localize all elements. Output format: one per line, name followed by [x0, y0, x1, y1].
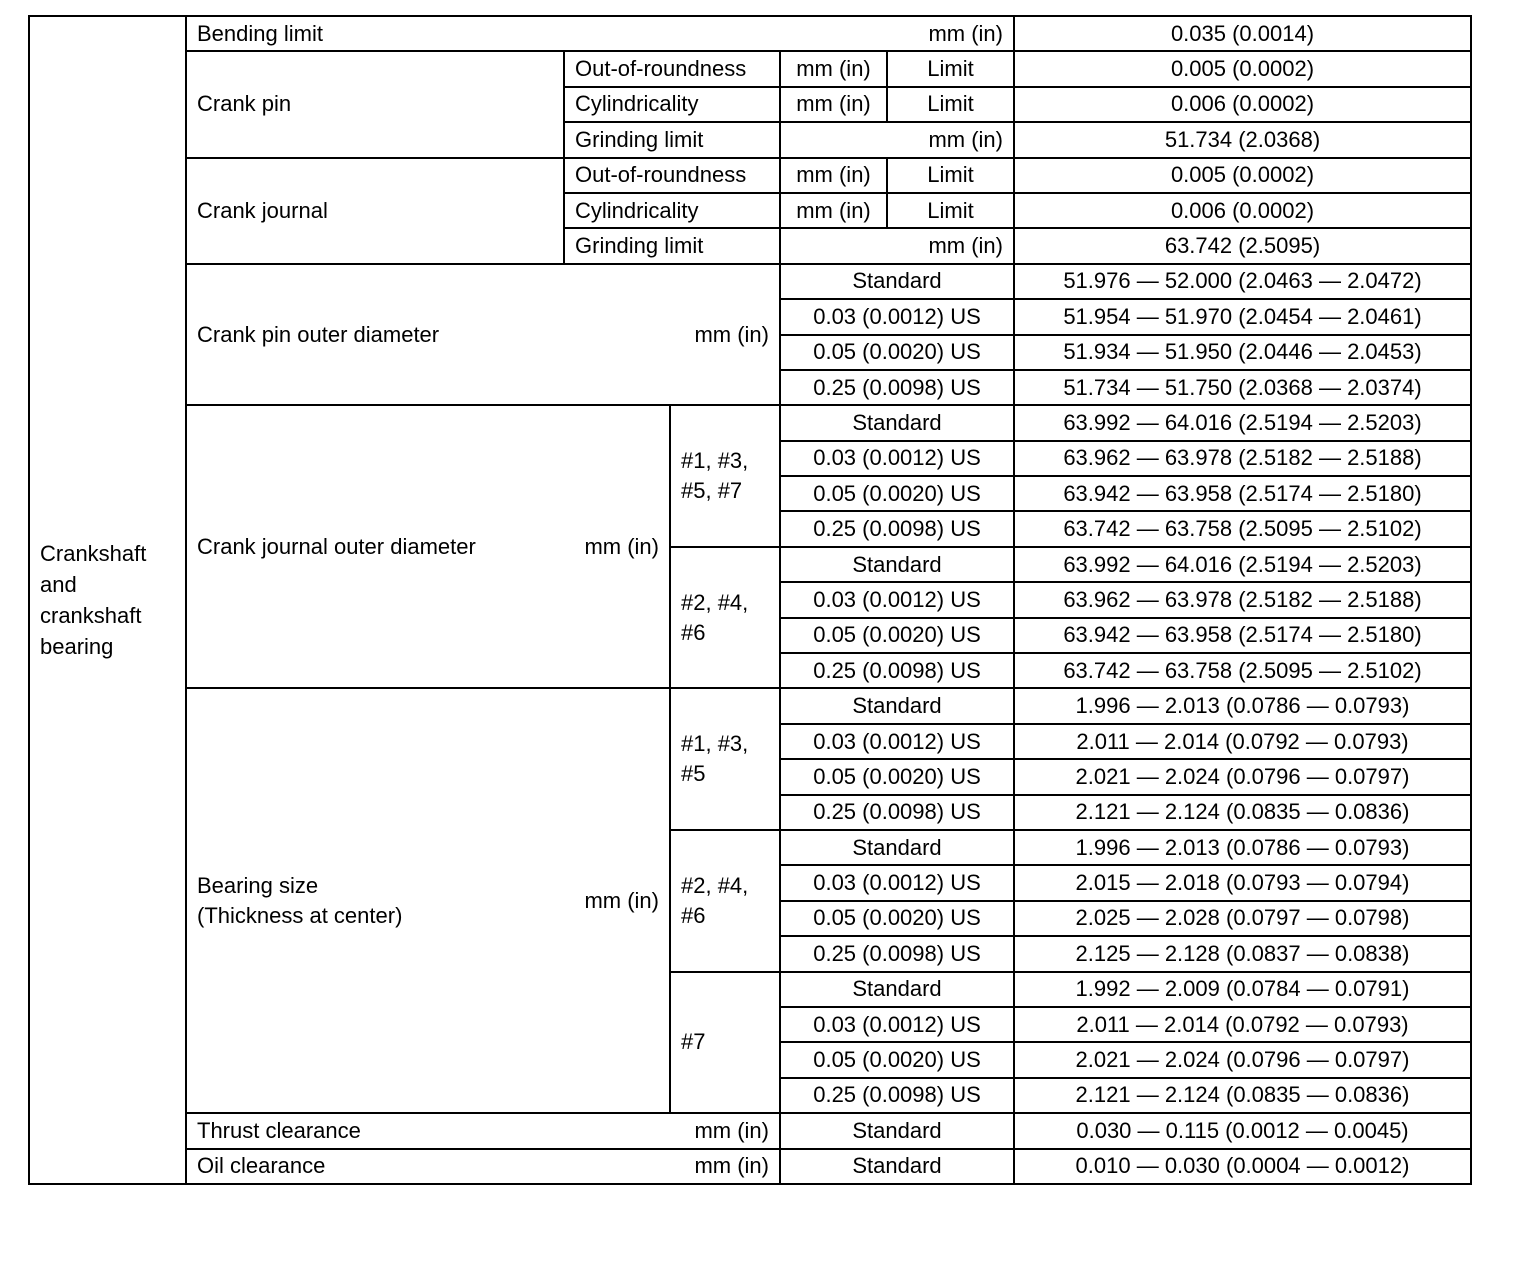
unit-label: mm (in) [780, 158, 887, 193]
size-label: 0.05 (0.0020) US [780, 759, 1014, 794]
spec-value: 0.005 (0.0002) [1014, 158, 1471, 193]
spec-value: 2.025 — 2.028 (0.0797 — 0.0798) [1014, 901, 1471, 936]
unit-label: mm (in) [584, 887, 659, 913]
table-row [29, 1149, 1471, 1184]
thrust-clearance-label: Thrust clearance [197, 1117, 361, 1143]
unit-label: mm (in) [584, 533, 659, 559]
table-row [29, 158, 1471, 193]
spec-value: 2.125 — 2.128 (0.0837 — 0.0838) [1014, 936, 1471, 971]
spec-value: 1.996 — 2.013 (0.0786 — 0.0793) [1014, 830, 1471, 865]
size-label: 0.03 (0.0012) US [780, 582, 1014, 617]
check-item: Out-of-roundness [564, 51, 780, 86]
size-label: Standard [780, 1113, 1014, 1148]
spec-value: 2.011 — 2.014 (0.0792 — 0.0793) [1014, 724, 1471, 759]
size-label: Standard [780, 972, 1014, 1007]
unit-label: mm (in) [694, 1117, 769, 1143]
spec-value: 63.962 — 63.978 (2.5182 — 2.5188) [1014, 441, 1471, 476]
unit-label: mm (in) [694, 1153, 769, 1179]
spec-value: 63.992 — 64.016 (2.5194 — 2.5203) [1014, 547, 1471, 582]
size-label: 0.03 (0.0012) US [780, 865, 1014, 900]
spec-value: 2.021 — 2.024 (0.0796 — 0.0797) [1014, 759, 1471, 794]
check-item: Cylindricality [564, 87, 780, 122]
size-label: 0.25 (0.0098) US [780, 653, 1014, 688]
crank-journal-outer-diameter [186, 405, 670, 688]
spec-value: 51.734 — 51.750 (2.0368 — 2.0374) [1014, 370, 1471, 405]
oil-clearance [186, 1149, 780, 1184]
table-row [29, 16, 1471, 51]
unit-label: mm (in) [694, 321, 769, 347]
bearing-size-label: Bearing size (Thickness at center) [197, 872, 403, 928]
spec-value: 0.005 (0.0002) [1014, 51, 1471, 86]
check-item: Cylindricality [564, 193, 780, 228]
crank-journal-outer-diameter-label: Crank journal outer diameter [197, 533, 476, 559]
check-item: Grinding limit [564, 122, 780, 157]
crankshaft-spec-table [28, 15, 1472, 1185]
spec-value: 51.934 — 51.950 (2.0446 — 2.0453) [1014, 335, 1471, 370]
size-label: 0.05 (0.0020) US [780, 335, 1014, 370]
journal-group-label: #2, #4, #6 [670, 830, 780, 972]
unit-label: mm (in) [780, 87, 887, 122]
size-label: 0.03 (0.0012) US [780, 1007, 1014, 1042]
spec-value: 51.734 (2.0368) [1014, 122, 1471, 157]
journal-group-label: #2, #4, #6 [670, 547, 780, 689]
crank-pin-outer-diameter [186, 264, 780, 406]
spec-value: 0.006 (0.0002) [1014, 87, 1471, 122]
spec-value: 63.742 — 63.758 (2.5095 — 2.5102) [1014, 511, 1471, 546]
spec-value: 0.030 — 0.115 (0.0012 — 0.0045) [1014, 1113, 1471, 1148]
bearing-size [186, 688, 670, 1113]
size-label: 0.05 (0.0020) US [780, 618, 1014, 653]
thrust-clearance [186, 1113, 780, 1148]
size-label: Standard [780, 1149, 1014, 1184]
check-item: Grinding limit [564, 228, 780, 263]
spec-value: 51.954 — 51.970 (2.0454 — 2.0461) [1014, 299, 1471, 334]
spec-value: 1.992 — 2.009 (0.0784 — 0.0791) [1014, 972, 1471, 1007]
spec-value: 63.942 — 63.958 (2.5174 — 2.5180) [1014, 618, 1471, 653]
spec-value: 63.742 (2.5095) [1014, 228, 1471, 263]
table-row [29, 405, 1471, 440]
oil-clearance-label: Oil clearance [197, 1153, 326, 1179]
spec-value: 2.121 — 2.124 (0.0835 — 0.0836) [1014, 795, 1471, 830]
size-label: 0.25 (0.0098) US [780, 936, 1014, 971]
bending-limit-label: Bending limit [197, 20, 323, 46]
spec-value: 63.742 — 63.758 (2.5095 — 2.5102) [1014, 653, 1471, 688]
limit-label: Limit [887, 87, 1014, 122]
spec-value: 0.006 (0.0002) [1014, 193, 1471, 228]
size-label: 0.05 (0.0020) US [780, 1042, 1014, 1077]
spec-value: 51.976 — 52.000 (2.0463 — 2.0472) [1014, 264, 1471, 299]
size-label: 0.03 (0.0012) US [780, 724, 1014, 759]
section-label: Crankshaft and crankshaft bearing [29, 16, 186, 1184]
limit-label: Limit [887, 158, 1014, 193]
size-label: 0.25 (0.0098) US [780, 795, 1014, 830]
spec-value: 0.035 (0.0014) [1014, 16, 1471, 51]
table-row [29, 688, 1471, 723]
table-row [29, 264, 1471, 299]
table-row [29, 1113, 1471, 1148]
unit-label: mm (in) [928, 20, 1003, 46]
spec-value: 2.021 — 2.024 (0.0796 — 0.0797) [1014, 1042, 1471, 1077]
unit-label: mm (in) [780, 122, 1014, 157]
check-item: Out-of-roundness [564, 158, 780, 193]
size-label: Standard [780, 688, 1014, 723]
crank-journal-label: Crank journal [186, 158, 564, 264]
unit-label: mm (in) [780, 228, 1014, 263]
spec-value: 2.121 — 2.124 (0.0835 — 0.0836) [1014, 1078, 1471, 1113]
spec-value: 0.010 — 0.030 (0.0004 — 0.0012) [1014, 1149, 1471, 1184]
size-label: Standard [780, 547, 1014, 582]
size-label: 0.05 (0.0020) US [780, 476, 1014, 511]
limit-label: Limit [887, 51, 1014, 86]
crank-pin-outer-diameter-label: Crank pin outer diameter [197, 321, 440, 347]
unit-label: mm (in) [780, 193, 887, 228]
spec-value: 63.962 — 63.978 (2.5182 — 2.5188) [1014, 582, 1471, 617]
size-label: 0.03 (0.0012) US [780, 441, 1014, 476]
size-label: 0.25 (0.0098) US [780, 1078, 1014, 1113]
size-label: Standard [780, 830, 1014, 865]
spec-value: 63.942 — 63.958 (2.5174 — 2.5180) [1014, 476, 1471, 511]
journal-group-label: #7 [670, 972, 780, 1114]
size-label: 0.03 (0.0012) US [780, 299, 1014, 334]
size-label: Standard [780, 264, 1014, 299]
size-label: 0.25 (0.0098) US [780, 511, 1014, 546]
spec-value: 63.992 — 64.016 (2.5194 — 2.5203) [1014, 405, 1471, 440]
spec-value: 2.011 — 2.014 (0.0792 — 0.0793) [1014, 1007, 1471, 1042]
crank-pin-label: Crank pin [186, 51, 564, 157]
spec-value: 2.015 — 2.018 (0.0793 — 0.0794) [1014, 865, 1471, 900]
size-label: 0.05 (0.0020) US [780, 901, 1014, 936]
spec-value: 1.996 — 2.013 (0.0786 — 0.0793) [1014, 688, 1471, 723]
size-label: 0.25 (0.0098) US [780, 370, 1014, 405]
bending-limit [186, 16, 1014, 51]
journal-group-label: #1, #3, #5 [670, 688, 780, 830]
limit-label: Limit [887, 193, 1014, 228]
table-row [29, 51, 1471, 86]
size-label: Standard [780, 405, 1014, 440]
unit-label: mm (in) [780, 51, 887, 86]
journal-group-label: #1, #3, #5, #7 [670, 405, 780, 547]
